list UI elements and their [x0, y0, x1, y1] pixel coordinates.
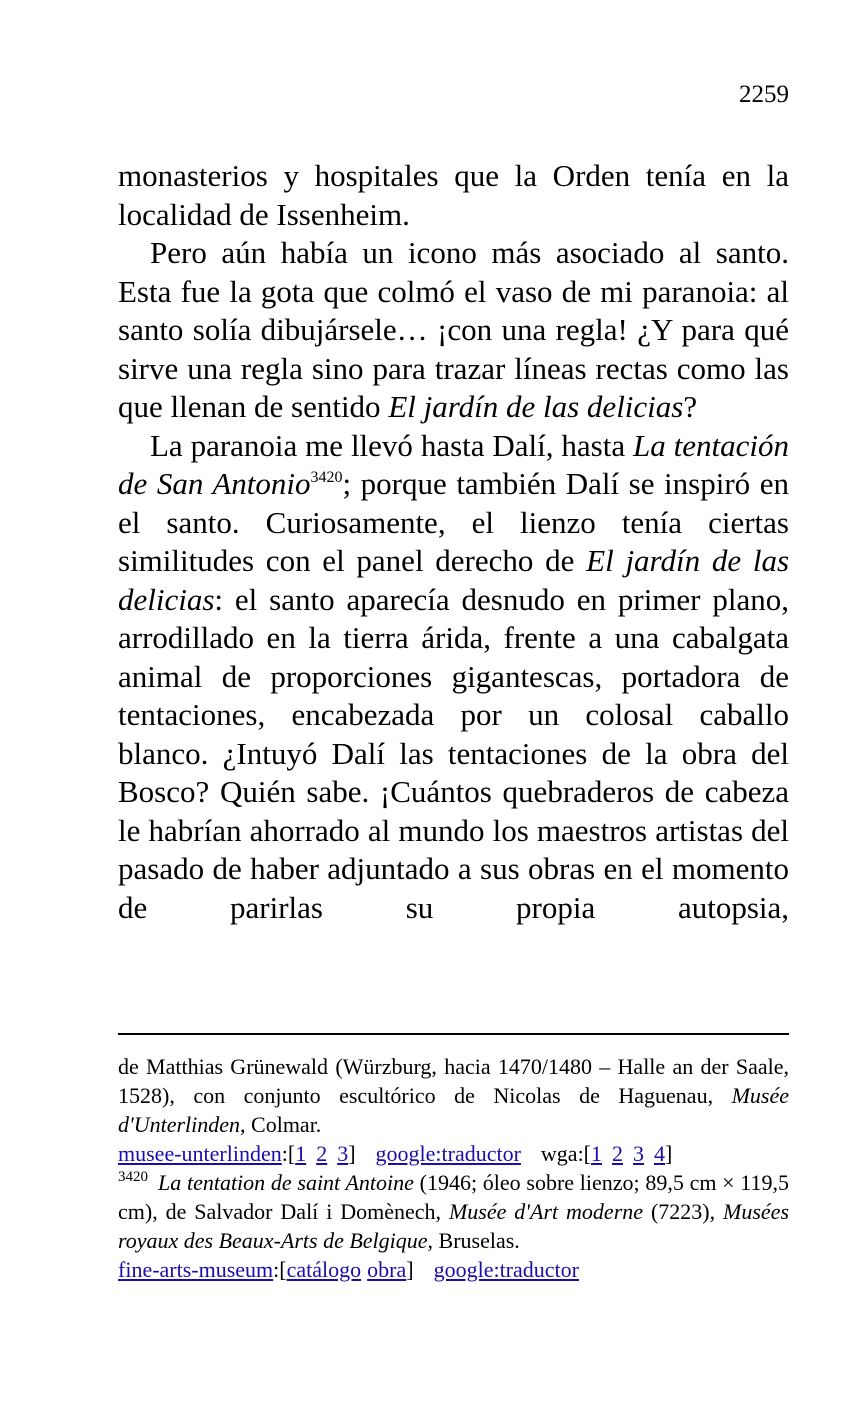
link-wga-3[interactable]: 3	[633, 1141, 645, 1166]
paragraph-1	[118, 157, 789, 234]
paragraph-2-italic-title: El jardín de las delicias	[388, 389, 684, 424]
paragraph-3	[118, 427, 789, 928]
footnote-links-1	[118, 1139, 789, 1168]
link-catalogo[interactable]: catálogo	[286, 1257, 362, 1282]
paragraph-2	[118, 234, 789, 427]
link-unterlinden-2[interactable]: 2	[316, 1141, 328, 1166]
footnote-3420	[118, 1168, 789, 1255]
footnote-3420-museum: Musée d'Art moderne	[448, 1199, 644, 1224]
paragraph-1-text: monasterios y hospitales que la Orden tenía en la localidad de Issenheim.	[118, 158, 789, 232]
bracket-close: ]	[348, 1141, 356, 1166]
link-wga-2[interactable]: 2	[612, 1141, 624, 1166]
paragraph-2-text-b: ?	[683, 389, 698, 424]
wga-bracket-close: ]	[665, 1141, 673, 1166]
paragraph-3-text-b: ; porque también Dalí se inspiró en el santo. Curiosamente, el lienzo tenía ciertas similitudes con el panel derecho de	[118, 466, 789, 578]
footnote-3420-text-c: , Bruselas.	[427, 1228, 520, 1253]
body-text	[118, 157, 789, 927]
footnote-separator	[118, 1033, 789, 1035]
footnote-number: 3420	[118, 1169, 148, 1185]
link-obra[interactable]: obra	[367, 1257, 407, 1282]
footnote-continuation-italic: Musée d'Unterlinden	[118, 1083, 789, 1137]
link-google-traductor-1[interactable]: google:traductor	[375, 1141, 521, 1166]
footnote-reference: 3420	[310, 469, 343, 486]
link-unterlinden-3[interactable]: 3	[337, 1141, 349, 1166]
page-number: 2259	[739, 81, 789, 108]
footnote-continuation-text-a: de Matthias Grünewald (Würzburg, hacia 1470/1480 – Halle an der Saale, 1528), con conjunto escultórico de Nicolas de Haguenau,	[118, 1054, 789, 1108]
footnote-3420-text-b: (7223),	[643, 1199, 724, 1224]
footnote-3420-text-a: (1946; óleo sobre lienzo; 89,5 cm × 119,5 cm), de Salvador Dalí i Domènech,	[118, 1170, 789, 1224]
paragraph-3-text-c: : el santo aparecía desnudo en primer plano, arrodillado en la tierra árida, frente a una cabalgata animal de proporciones gigantescas, portadora de tentaciones, encabezada por un colosal caballo blanco. ¿Intuyó Dalí las tentaciones de la obra del Bosco? Quién sabe. ¡Cuántos quebraderos de cabeza le habrían ahorrado al mundo los maestros artistas del pasado de haber adjuntado a sus obras en el momento de parirlas su propia autopsia,	[118, 581, 789, 925]
link-musee-unterlinden[interactable]: musee-unterlinden	[118, 1141, 282, 1166]
paragraph-2-text-a: Pero aún había un icono más asociado al santo. Esta fue la gota que colmó el vaso de mi paranoia: al santo solía dibujársele… ¡con una regla! ¿Y para qué sirve una regla sino para trazar líneas rectas como las que llenan de sentido	[118, 235, 789, 424]
footnote-3420-institution: Musées royaux des Beaux-Arts de Belgique	[118, 1199, 790, 1253]
link-unterlinden-1[interactable]: 1	[295, 1141, 307, 1166]
footnote-continuation-text-b: , Colmar.	[240, 1112, 322, 1137]
bracket-close-2: ]	[406, 1257, 414, 1282]
bracket-open: :[	[281, 1141, 296, 1166]
bracket-open-2: :[	[273, 1257, 287, 1282]
footnote-links-2	[118, 1255, 789, 1284]
wga-label: wga:[	[540, 1141, 592, 1166]
link-wga-1[interactable]: 1	[591, 1141, 603, 1166]
paragraph-3-text-a: La paranoia me llevó hasta Dalí, hasta	[150, 427, 633, 463]
link-wga-4[interactable]: 4	[654, 1141, 666, 1166]
link-google-traductor-2[interactable]: google:traductor	[433, 1257, 579, 1282]
footnotes	[118, 1052, 789, 1284]
link-fine-arts-museum[interactable]: fine-arts-museum	[118, 1257, 274, 1282]
footnote-3420-title: La tentation de saint Antoine	[158, 1170, 414, 1195]
footnote-continuation	[118, 1052, 789, 1139]
paragraph-3-italic-title-2: El jardín de las delicias	[118, 543, 790, 617]
paragraph-3-italic-title-1: La tentación de San Antonio	[118, 427, 789, 501]
